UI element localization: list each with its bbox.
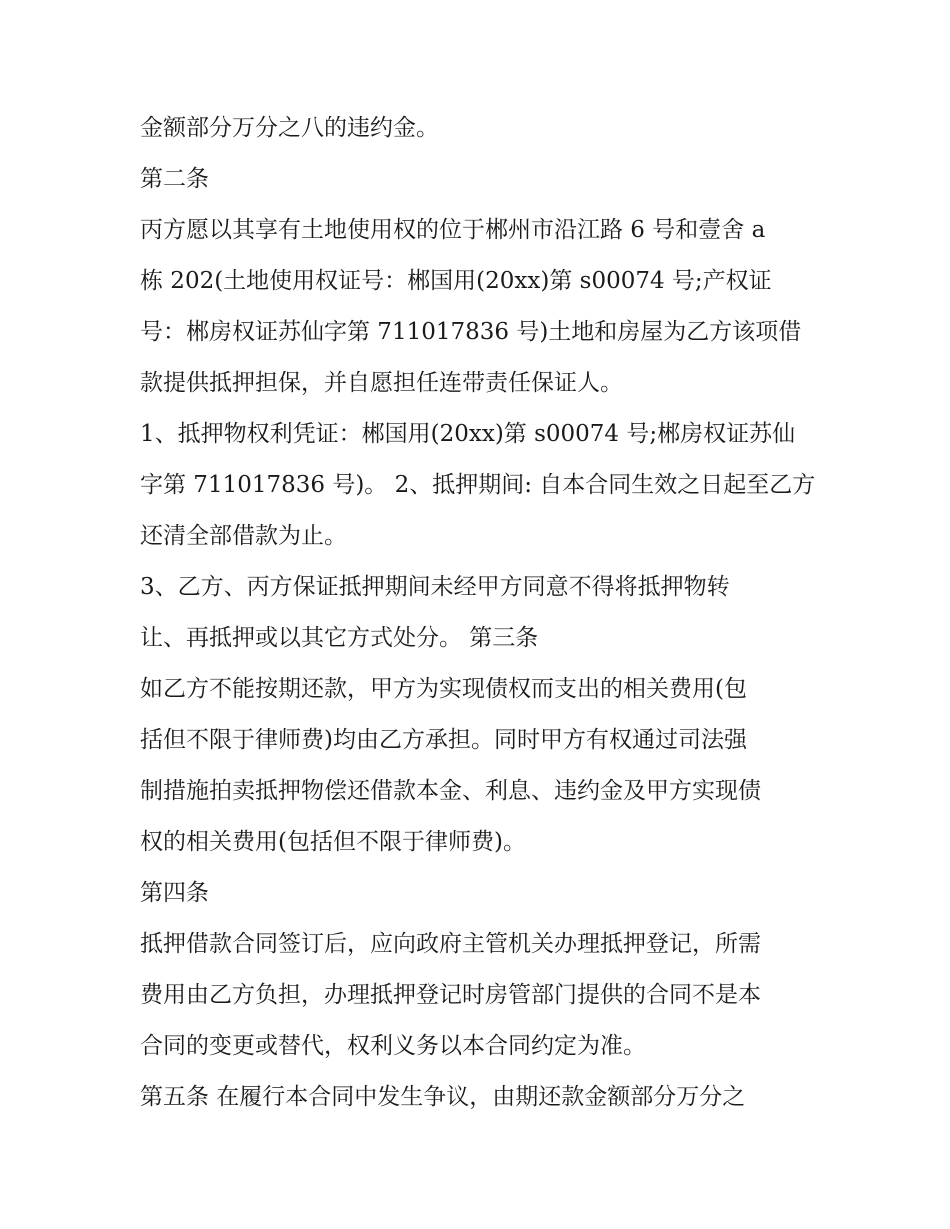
- text-line: 如乙方不能按期还款，甲方为实现债权而支出的相关费用(包: [140, 676, 747, 702]
- text-line: 3、乙方、丙方保证抵押期间未经甲方同意不得将抵押物转: [140, 574, 730, 600]
- text-line: 丙方愿以其享有土地使用权的位于郴州市沿江路 6 号和壹舍 a: [140, 217, 766, 243]
- text-line-article-3-start: 让、再抵押或以其它方式处分。 第三条: [140, 625, 539, 651]
- article-4-heading: 第四条: [140, 880, 209, 906]
- text-line: 字第 711017836 号)。 2、抵押期间: 自本合同生效之日起至乙方: [140, 472, 816, 498]
- article-5-line: 第五条 在履行本合同中发生争议，由期还款金额部分万分之: [140, 1084, 746, 1110]
- text-line: 制措施拍卖抵押物偿还借款本金、利息、违约金及甲方实现债: [140, 778, 761, 804]
- text-line: 括但不限于律师费)均由乙方承担。同时甲方有权通过司法强: [140, 727, 747, 753]
- text-line: 费用由乙方负担，办理抵押登记时房管部门提供的合同不是本: [140, 982, 761, 1008]
- text-line: 栋 202(土地使用权证号：郴国用(20xx)第 s00074 号;产权证: [140, 268, 772, 294]
- text-line: 合同的变更或替代，权利义务以本合同约定为准。: [140, 1033, 646, 1059]
- text-line: 还清全部借款为止。: [140, 523, 347, 549]
- text-line-penalty-end: 金额部分万分之八的违约金。: [140, 115, 439, 141]
- text-line: 号：郴房权证苏仙字第 711017836 号)土地和房屋为乙方该项借: [140, 319, 802, 345]
- contract-text: [140, 103, 820, 1123]
- text-line: 抵押借款合同签订后，应向政府主管机关办理抵押登记，所需: [140, 931, 761, 957]
- text-line: 款提供抵押担保，并自愿担任连带责任保证人。: [140, 370, 623, 396]
- article-2-heading: 第二条: [140, 166, 209, 192]
- text-line: 1、抵押物权利凭证：郴国用(20xx)第 s00074 号;郴房权证苏仙: [140, 421, 796, 447]
- text-line: 权的相关费用(包括但不限于律师费)。: [140, 829, 526, 855]
